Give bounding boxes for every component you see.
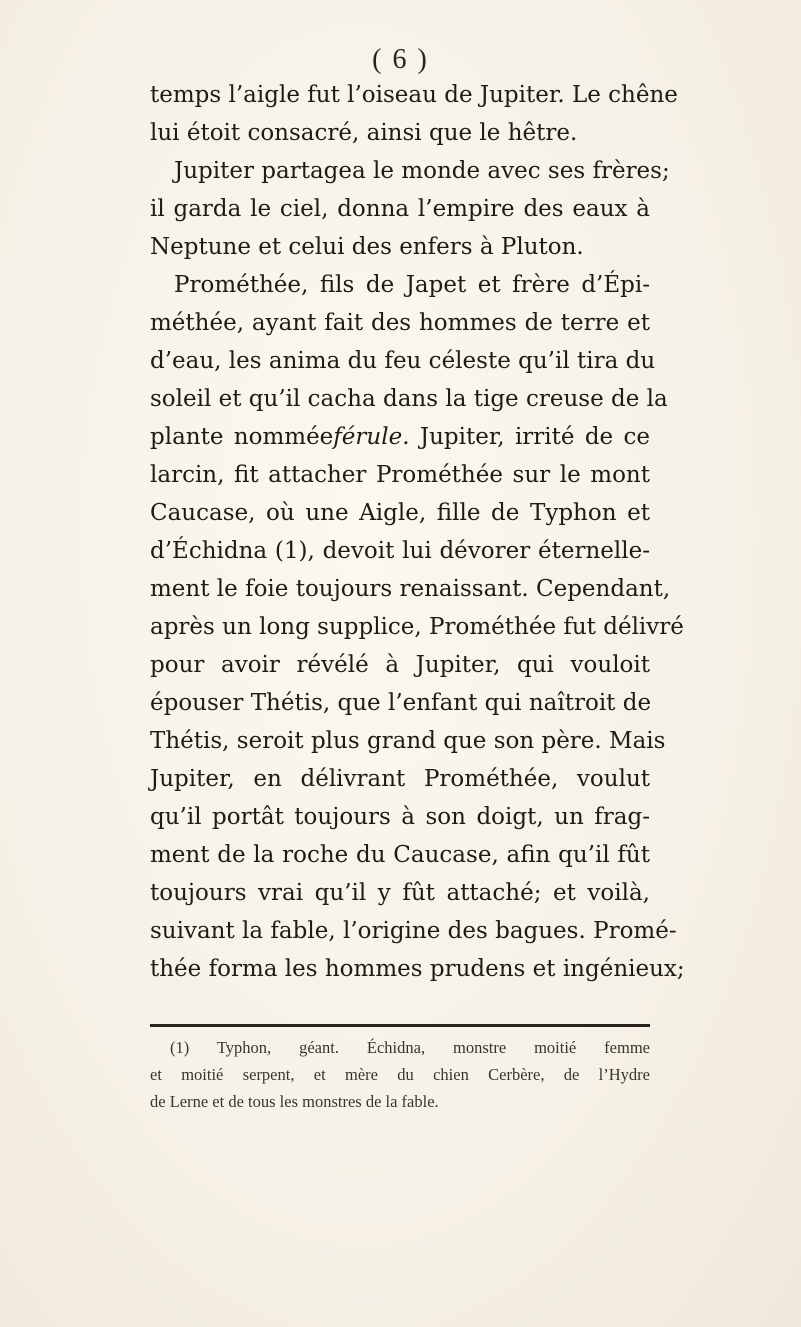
- text-line: qu’il portât toujours à son doigt, un frag-: [150, 804, 650, 830]
- text-line: Neptune et celui des enfers à Pluton.: [150, 234, 584, 260]
- text-line: Jupiter, en délivrant Prométhée, voulut: [150, 766, 650, 792]
- text-line: temps l’aigle fut l’oiseau de Jupiter. Le chêne: [150, 82, 678, 108]
- text-line: toujours vrai qu’il y fût attaché; et voilà,: [150, 880, 650, 906]
- footnote-divider: [150, 1024, 650, 1027]
- text-run: plante nommée: [150, 424, 334, 450]
- page-number: ( 6 ): [372, 44, 429, 75]
- footnote-line: et moitié serpent, et mère du chien Cerbère, de l’Hydre: [150, 1065, 650, 1084]
- text-line: ment de la roche du Caucase, afin qu’il fût: [150, 842, 650, 868]
- text-line: d’eau, les anima du feu céleste qu’il tira du: [150, 348, 656, 374]
- text-line: ment le foie toujours renaissant. Cependant,: [150, 576, 671, 602]
- text-run: Jupiter, irrité de ce: [419, 424, 650, 450]
- text-line: d’Échidna (1), devoit lui dévorer éternelle-: [150, 538, 650, 564]
- italic-word: férule.: [333, 424, 410, 450]
- footnote-line: de Lerne et de tous les monstres de la fable.: [150, 1092, 439, 1111]
- text-line: [150, 418, 650, 456]
- text-line: soleil et qu’il cacha dans la tige creuse de la: [150, 386, 668, 412]
- footnote: [150, 1034, 650, 1115]
- text-line: larcin, fit attacher Prométhée sur le mont: [150, 462, 650, 488]
- text-line: Prométhée, fils de Japet et frère d’Épi-: [174, 272, 650, 298]
- text-line: Caucase, où une Aigle, fille de Typhon et: [150, 500, 650, 526]
- text-line: méthée, ayant fait des hommes de terre et: [150, 310, 650, 336]
- footnote-line: (1) Typhon, géant. Échidna, monstre moitié femme: [170, 1038, 650, 1057]
- text-line: Jupiter partagea le monde avec ses frères;: [174, 158, 670, 184]
- text-line: épouser Thétis, que l’enfant qui naîtroit de: [150, 690, 652, 716]
- main-text: [150, 76, 685, 988]
- text-line: après un long supplice, Prométhée fut délivré: [150, 614, 684, 640]
- text-line: lui étoit consacré, ainsi que le hêtre.: [150, 120, 578, 146]
- text-line: il garda le ciel, donna l’empire des eaux à: [150, 196, 650, 222]
- text-line: pour avoir révélé à Jupiter, qui vouloit: [150, 652, 650, 678]
- text-line: Thétis, seroit plus grand que son père. Mais: [150, 728, 666, 754]
- text-line: thée forma les hommes prudens et ingénieux;: [150, 956, 685, 982]
- text-line: suivant la fable, l’origine des bagues. Promé-: [150, 918, 677, 944]
